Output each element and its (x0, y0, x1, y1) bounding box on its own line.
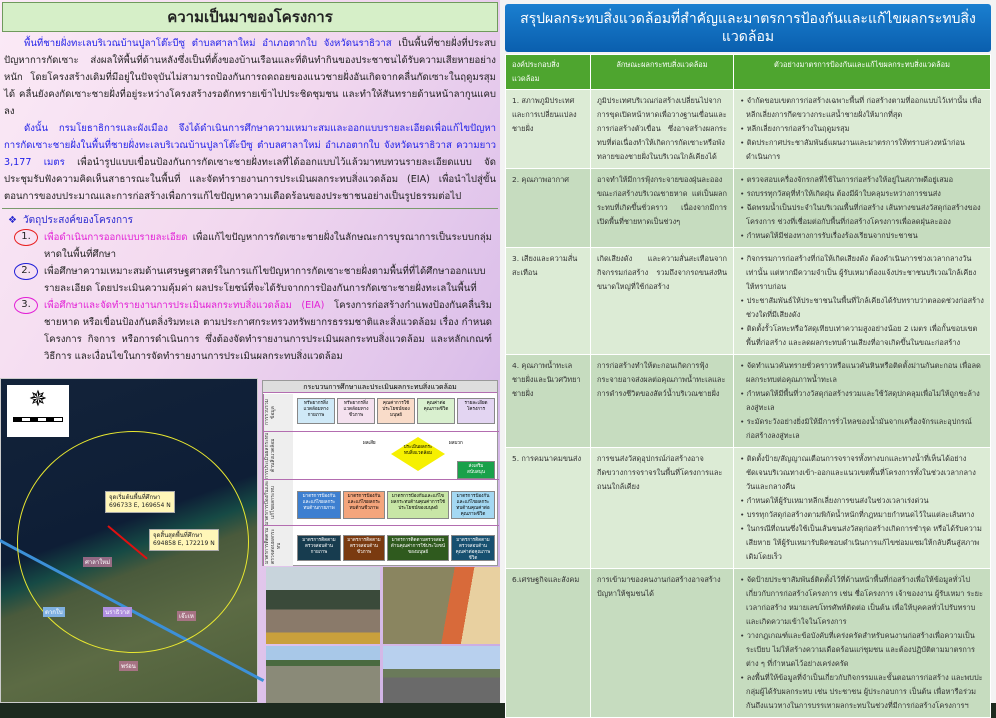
measure-item: • ตรวจสอบเครื่องจักรกลที่ใช้ในการก่อสร้างให้อยู่ในสภาพดีอยู่เสมอ (740, 173, 984, 187)
place-label: นราธิวาส (105, 609, 130, 616)
objective-text: โครงการก่อสร้างกำแพงป้องกันคลื่นริมชายหาด หรือเขื่อนป้องกันตลิ่งริมทะเล ตามประกาศกระทรวงทรัพยากรธรรมชาติและสิ่งแวดล้อม เรื่อง กำหนดโครงการ กิจการ หรือการดำเนินการ ซึ่งต้องจัดทำรายงานการประเมินผลกระทบสิ่งแวดล้อม และหลักเกณฑ์ วิธีการ และเงื่อนไขในการจัดทำรายงานการประเมินผลกระทบสิ่งแวดล้อม (44, 300, 492, 362)
measures-list (740, 173, 984, 243)
column-header: ตัวอย่างมาตรการป้องกันและแก้ไขผลกระทบสิ่งแวดล้อม (734, 55, 991, 90)
measure-item: • ในกรณีที่ถนนซึ่งใช้เป็นเส้นขนส่งวัสดุก่อสร้างเกิดการชำรุด หรือได้รับความเสียหาย ให้ผู้รับเหมารับผิดชอบดำเนินการแก้ไขซ่อมแซมให้กลับคืนสู่สภาพเดิมโดยเร็ว (740, 522, 984, 564)
measures-cell (734, 448, 991, 569)
objective-text: เพื่อแก้ไขปัญหาการกัดเซาะชายฝั่งในลักษณะการบูรณาการเป็นระบบกลุ่มหาดในพื้นที่ศึกษา (44, 232, 492, 260)
background-text-column (0, 0, 500, 376)
column-header: ลักษณะผลกระทบสิ่งแวดล้อม (591, 55, 734, 90)
impact-cell: อาจทำให้มีการฟุ้งกระจายของฝุ่นละอองขณะก่อสร้างบริเวณชายหาด แต่เป็นผลกระทบที่เกิดขึ้นชั่วคราว เนื่องจากมีการเปิดพื้นที่ชายหาดเป็นช่วงๆ (591, 169, 734, 248)
table-row (506, 448, 991, 569)
measure-item: • วางกฎเกณฑ์และข้อบังคับที่เคร่งครัดสำหรับคนงานก่อสร้างเพื่อความเป็นระเบียบ ไม่ให้สร้างความเดือดร้อนแก่ชุมชน และต้องปฏิบัติตามมาตรการต่าง ๆ ที่กำหนดไว้อย่างเคร่งครัด (740, 629, 984, 671)
decision-branch-label: ผลเสีย (363, 441, 376, 446)
measure-item: • ประชาสัมพันธ์ให้ประชาชนในพื้นที่ใกล้เคียงได้รับทราบว่าตลอดช่วงก่อสร้างช่วงใดที่มีเสียงดัง (740, 294, 984, 322)
intro-highlight: ดังนั้น กรมโยธาธิการและผังเมือง จึงได้ดำเนินการศึกษาความเหมาะสมและออกแบบรายละเอียดเพื่อแก้ไขปัญหาการกัดเซาะชายฝั่งในพื้นที่ชายฝั่งทะเลบริเวณบ้านปูลาโต๊ะบีซู ตำบลศาลาใหม่ อำเภอตากใบ จังหวัดนราธิวาส ความยาว 3,177 เมตร (4, 123, 496, 168)
objective-highlight: เพื่อดำเนินการออกแบบรายละเอียด (44, 232, 188, 243)
lane-label: การประเมินผลกระทบด้านสิ่งแวดล้อม (263, 432, 293, 479)
flow-monitoring-box: มาตรการติดตามตรวจสอบด้านชีวภาพ (343, 535, 385, 561)
flow-measure-box: มาตรการป้องกันและแก้ไขผลกระทบด้านชีวภาพ (343, 491, 385, 519)
measure-item: • ระมัดระวังอย่างยิ่งมิให้มีการรั่วไหลของน้ำมันจากเครื่องจักรและอุปกรณ์ก่อสร้างลงสู่ทะเล (740, 415, 984, 443)
scale-bar (13, 417, 63, 422)
flow-positive-box: ส่งเสริมสนับสนุน (457, 461, 495, 479)
measure-item: • กำหนดให้มีพื้นที่วางวัสดุก่อสร้างรวมและใช้วัสดุปกคลุมเพื่อไม่ให้ถูกชะล้างลงสู่ทะเล (740, 387, 984, 415)
measures-cell (734, 569, 991, 718)
measure-item: • รถบรรทุกวัสดุที่ทำให้เกิดฝุ่น ต้องมีผ้าใบคลุมระหว่างการขนส่ง (740, 187, 984, 201)
table-row (506, 169, 991, 248)
objective-number: 3. (14, 297, 38, 314)
diamond-bullet-icon: ❖ (8, 215, 17, 226)
start-point-coord: 696733 E, 169654 N (109, 502, 171, 509)
table-row (506, 248, 991, 355)
impact-cell: เกิดเสียงดัง และความสั่นสะเทือนจากกิจกรรมก่อสร้าง รวมถึงจากรถขนส่งหินขนาดใหญ่ที่ใช้ก่อสร้าง (591, 248, 734, 355)
measures-cell (734, 90, 991, 169)
impact-cell: ภูมิประเทศบริเวณก่อสร้างเปลี่ยนไปจากการขุดเปิดหน้าหาดเพื่อวางฐานเขื่อนและการก่อสร้างตัวเขื่อน ซึ่งอาจสร้างผลกระทบที่ต่อเนื่องทำให้เกิดการกัดเซาะหรือพังทลายของชายฝั่งในบริเวณใกล้เคียงได้ (591, 90, 734, 169)
photo-water-sampling-boat (383, 567, 500, 644)
measures-cell (734, 248, 991, 355)
impact-summary-panel (500, 0, 996, 710)
flowchart-title: กระบวนการศึกษาและประเมินผลกระทบสิ่งแวดล้อม (263, 381, 497, 393)
flow-input-box: คุณค่าการใช้ประโยชน์ของมนุษย์ (377, 398, 415, 424)
measure-item: • กำหนดให้ผู้รับเหมาหลีกเลี่ยงการขนส่งในช่วงเวลาเร่งด่วน (740, 494, 984, 508)
impact-measures-table (505, 54, 991, 718)
compass-scale-box (7, 385, 69, 437)
flow-input-box: ทรัพยากรสิ่งแวดล้อมทางชีวภาพ (337, 398, 375, 424)
component-cell: 1. สภาพภูมิประเทศและการเปลี่ยนแปลงชายฝั่ง (506, 90, 591, 169)
table-body (506, 90, 991, 718)
measure-item: • ติดตั้งรั้วโลหะหรือวัสดุเทียบเท่าความสูงอย่างน้อย 2 เมตร เพื่อกั้นขอบเขตพื้นที่ก่อสร้าง และลดผลกระทบด้านเสียงที่อาจเกิดขึ้นในขณะก่อสร้าง (740, 322, 984, 350)
measures-list (740, 94, 984, 164)
intro-paragraph-1 (4, 35, 496, 120)
intro-body: เป็นพื้นที่ชายฝั่งที่ประสบปัญหาการกัดเซาะ ส่งผลให้พื้นที่ด้านหลังซึ่งเป็นที่ตั้งของบ้านเรือนและที่ดินทำกินของประชาชนได้รับความเสียหายอย่างหนัก โดยโครงสร้างเดิมที่มีอยู่ในปัจจุบันไม่สามารถป้องกันการถดถอยของแนวชายฝั่งอันเกิดจากคลื่นกัดเซาะในฤดูมรสุมได้ คลื่นยังคงกัดเซาะชายฝั่งที่อยู่ระหว่างโครงสร้างรอดักทรายเข้าไปประชิดชุมชน และทำให้สันทรายด้านหน้าลากูนแคบลง (4, 38, 496, 117)
intro-highlight: พื้นที่ชายฝั่งทะเลบริเวณบ้านปูลาโต๊ะบีซู ตำบลศาลาใหม่ อำเภอตากใบ จังหวัดนราธิวาส (24, 38, 392, 49)
objective-item (8, 263, 492, 297)
measure-item: • หลีกเลี่ยงการก่อสร้างในฤดูมรสุม (740, 122, 984, 136)
objectives-list (8, 229, 492, 365)
intro-body: เพื่อนำรูปแบบเขื่อนป้องกันการกัดเซาะชายฝั่งทะเลที่ได้ออกแบบไว้แล้วมาทบทวนรายละเอียดแบบ จัดประชุมรับฟังความคิดเห็นสาธารณะในพื้นที่ และจัดทำรายงานการประเมินผลกระทบสิ่งแวดล้อม (EIA) เพื่อนำไปสู่ขั้นตอนการของบประมาณและการก่อสร้างเพื่อการแก้ไขปัญหาความเดือดร้อนของประชาชนอย่างเป็นรูปธรรมต่อไป (4, 157, 496, 202)
column-header: องค์ประกอบสิ่งแวดล้อม (506, 55, 591, 90)
objectives-heading (8, 212, 492, 229)
end-point-label (149, 529, 219, 551)
project-background-panel (0, 0, 500, 703)
photo-road (383, 646, 500, 703)
measures-list (740, 573, 984, 713)
eia-process-flowchart (262, 380, 498, 566)
measures-cell (734, 355, 991, 448)
end-point-name: จุดสิ้นสุดพื้นที่ศึกษา (153, 532, 203, 539)
objective-item (8, 297, 492, 365)
flow-monitoring-box: มาตรการติดตามตรวจสอบด้านคุณค่าต่อคุณภาพชีวิต (451, 535, 495, 561)
flow-measure-box: มาตรการป้องกันและแก้ไขผลกระทบด้านกายภาพ (297, 491, 341, 519)
component-cell: 6.เศรษฐกิจและสังคม (506, 569, 591, 718)
impact-summary-title: สรุปผลกระทบสิ่งแวดล้อมที่สำคัญและมาตรการป้องกันและแก้ไขผลกระทบสิ่งแวดล้อม (505, 4, 991, 52)
decision-branch-label: ผลบวก (449, 441, 463, 446)
measure-item: • ฉีดพรมน้ำเป็นประจำในบริเวณพื้นที่ก่อสร้าง เส้นทางขนส่งวัสดุก่อสร้างของโครงการ ช่วงที่เชื่อมต่อกับพื้นที่ก่อสร้างโครงการเพื่อลดฝุ่นละออง (740, 201, 984, 229)
flow-measure-box: มาตรการป้องกันและแก้ไขผลกระทบด้านคุณค่าการใช้ประโยชน์ของมนุษย์ (387, 491, 449, 519)
table-row (506, 90, 991, 169)
impact-cell: การเข้ามาของคนงานก่อสร้างอาจสร้างปัญหาให้ชุมชนได้ (591, 569, 734, 718)
table-row (506, 569, 991, 718)
measure-item: • ติดตั้งป้าย/สัญญาณเตือนการจราจรทั้งทางบกและทางน้ำที่เห็นได้อย่างชัดเจนบริเวณทางเข้า-ออกและแนวเขตพื้นที่โครงการทั้งในช่วงเวลากลางวันและกลางคืน (740, 452, 984, 494)
measures-cell (734, 169, 991, 248)
photo-net-sampling (266, 646, 380, 703)
measure-item: • กิจกรรมการก่อสร้างที่ก่อให้เกิดเสียงดัง ต้องดำเนินการช่วงเวลากลางวันเท่านั้น แต่หากมีความจำเป็น ผู้รับเหมาต้องแจ้งประชาชนบริเวณใกล้เคียงให้ทราบก่อน (740, 252, 984, 294)
objectives-section (2, 208, 498, 368)
flow-input-box: ทรัพยากรสิ่งแวดล้อมทางกายภาพ (297, 398, 335, 424)
lane-label: มาตรการป้องกันและแก้ไขผลกระทบ (263, 480, 293, 525)
lane-label: มาตรการติดตามตรวจสอบผลกระทบ (263, 526, 293, 566)
photo-monitoring-station (266, 567, 380, 644)
objective-number: 2. (14, 263, 38, 280)
place-label: ศาลาใหม่ (85, 559, 111, 566)
measures-list (740, 452, 984, 564)
table-row (506, 355, 991, 448)
flow-input-box: รายละเอียดโครงการ (457, 398, 495, 424)
impact-cell: การก่อสร้างทำให้ตะกอนเกิดการฟุ้งกระจายอาจส่งผลต่อคุณภาพน้ำทะเลและการดำรงชีวิตของสัตว์น้ำบริเวณชายฝั่ง (591, 355, 734, 448)
component-cell: 5. การคมนาคมขนส่ง (506, 448, 591, 569)
component-cell: 4. คุณภาพน้ำทะเลชายฝั่งและนิเวศวิทยาชายฝั่ง (506, 355, 591, 448)
measure-item: • บรรทุกวัสดุก่อสร้างตามพิกัดน้ำหนักที่กฎหมายกำหนดไว้ในแต่ละเส้นทาง (740, 508, 984, 522)
measure-item: • ลงพื้นที่ให้ข้อมูลที่จำเป็นเกี่ยวกับกิจกรรมและขั้นตอนการก่อสร้าง และพบปะกลุ่มผู้ได้รับผลกระทบ เช่น ประชาชน ผู้ประกอบการ เป็นต้น เพื่อหารือร่วมกันถึงแนวทางในการบรรเทาผลกระทบในช่วงที่มีการก่อสร้างโครงการฯ (740, 671, 984, 713)
measure-item: • กำหนดให้มีช่องทางการรับเรื่องร้องเรียนจากประชาชน (740, 229, 984, 243)
flow-input-box: คุณค่าต่อคุณภาพชีวิต (417, 398, 455, 424)
end-point-coord: 694858 E, 172219 N (153, 540, 215, 547)
objective-number: 1. (14, 229, 38, 246)
measures-list (740, 252, 984, 350)
impact-cell: การขนส่งวัสดุอุปกรณ์ก่อสร้างอาจกีดขวางการจราจรในพื้นที่โครงการและถนนใกล้เคียง (591, 448, 734, 569)
decision-text: ประเมินผลกระทบสิ่งแวดล้อม (403, 445, 433, 456)
section-title: ความเป็นมาของโครงการ (2, 2, 498, 32)
component-cell: 3. เสียงและความสั่นสะเทือน (506, 248, 591, 355)
flow-monitoring-box: มาตรการติดตามตรวจสอบด้านคุณค่าการใช้ประโยชน์ของมนุษย์ (387, 535, 449, 561)
compass-icon: ✵ (28, 387, 48, 412)
place-label: พร่อน (121, 663, 136, 670)
objective-text: เพื่อศึกษาความเหมาะสมด้านเศรษฐศาสตร์ในการแก้ไขปัญหาการกัดเซาะชายฝั่งตามพื้นที่ที่ได้ศึกษาออกแบบรายละเอียด โดยประเมินความคุ้มค่า ผลประโยชน์ที่จะได้รับจากการป้องกันการกัดเซาะชายฝั่งทะเลในพื้นที่ (44, 266, 486, 294)
objective-item (8, 229, 492, 263)
measures-list (740, 359, 984, 443)
measure-item: • จำกัดขอบเขตการก่อสร้างเฉพาะพื้นที่ ก่อสร้างตามที่ออกแบบไว้เท่านั้น เพื่อหลีกเลี่ยงการกีดขวางกระแสน้ำชายฝั่งให้มากที่สุด (740, 94, 984, 122)
measure-item: • จัดป้ายประชาสัมพันธ์ติดตั้งไว้ที่ด้านหน้าพื้นที่ก่อสร้างเพื่อให้ข้อมูลทั่วไปเกี่ยวกับการก่อสร้างโครงการ เช่น ชื่อโครงการ เจ้าของงาน ผู้รับเหมา ระยะเวลาก่อสร้าง หมายเลขโทรศัพท์ติดต่อ เป็นต้น เพื่อให้บุคคลทั่วไปรับทราบ และเกิดความเข้าใจในโครงการ (740, 573, 984, 629)
objective-highlight: เพื่อศึกษาและจัดทำรายงานการประเมินผลกระทบสิ่งแวดล้อม (EIA) (44, 300, 325, 311)
objectives-heading-text: วัตถุประสงค์ของโครงการ (22, 215, 133, 226)
place-label: ตากใบ (45, 609, 63, 616)
photo-collage (266, 567, 500, 703)
flow-measure-box: มาตรการป้องกันและแก้ไขผลกระทบด้านคุณค่าต่อคุณภาพชีวิต (451, 491, 495, 519)
place-label: เจ๊ะเห (179, 613, 194, 620)
flow-monitoring-box: มาตรการติดตามตรวจสอบด้านกายภาพ (297, 535, 341, 561)
component-cell: 2. คุณภาพอากาศ (506, 169, 591, 248)
start-point-label (105, 491, 175, 513)
intro-paragraph-2 (4, 120, 496, 205)
lane-label: การรวบรวมข้อมูล (263, 394, 293, 431)
intro-text (4, 35, 496, 205)
study-area-map (0, 378, 258, 703)
measure-item: • ติดประกาศประชาสัมพันธ์แผนงานและมาตรการให้ทราบล่วงหน้าก่อนดำเนินการ (740, 136, 984, 164)
measure-item: • จัดทำแนวคันทรายชั่วคราวหรือแนวคันหินหรือติดตั้งม่านกันตะกอน เพื่อลดผลกระทบต่อคุณภาพน้ำทะเล (740, 359, 984, 387)
start-point-name: จุดเริ่มต้นพื้นที่ศึกษา (109, 494, 161, 501)
